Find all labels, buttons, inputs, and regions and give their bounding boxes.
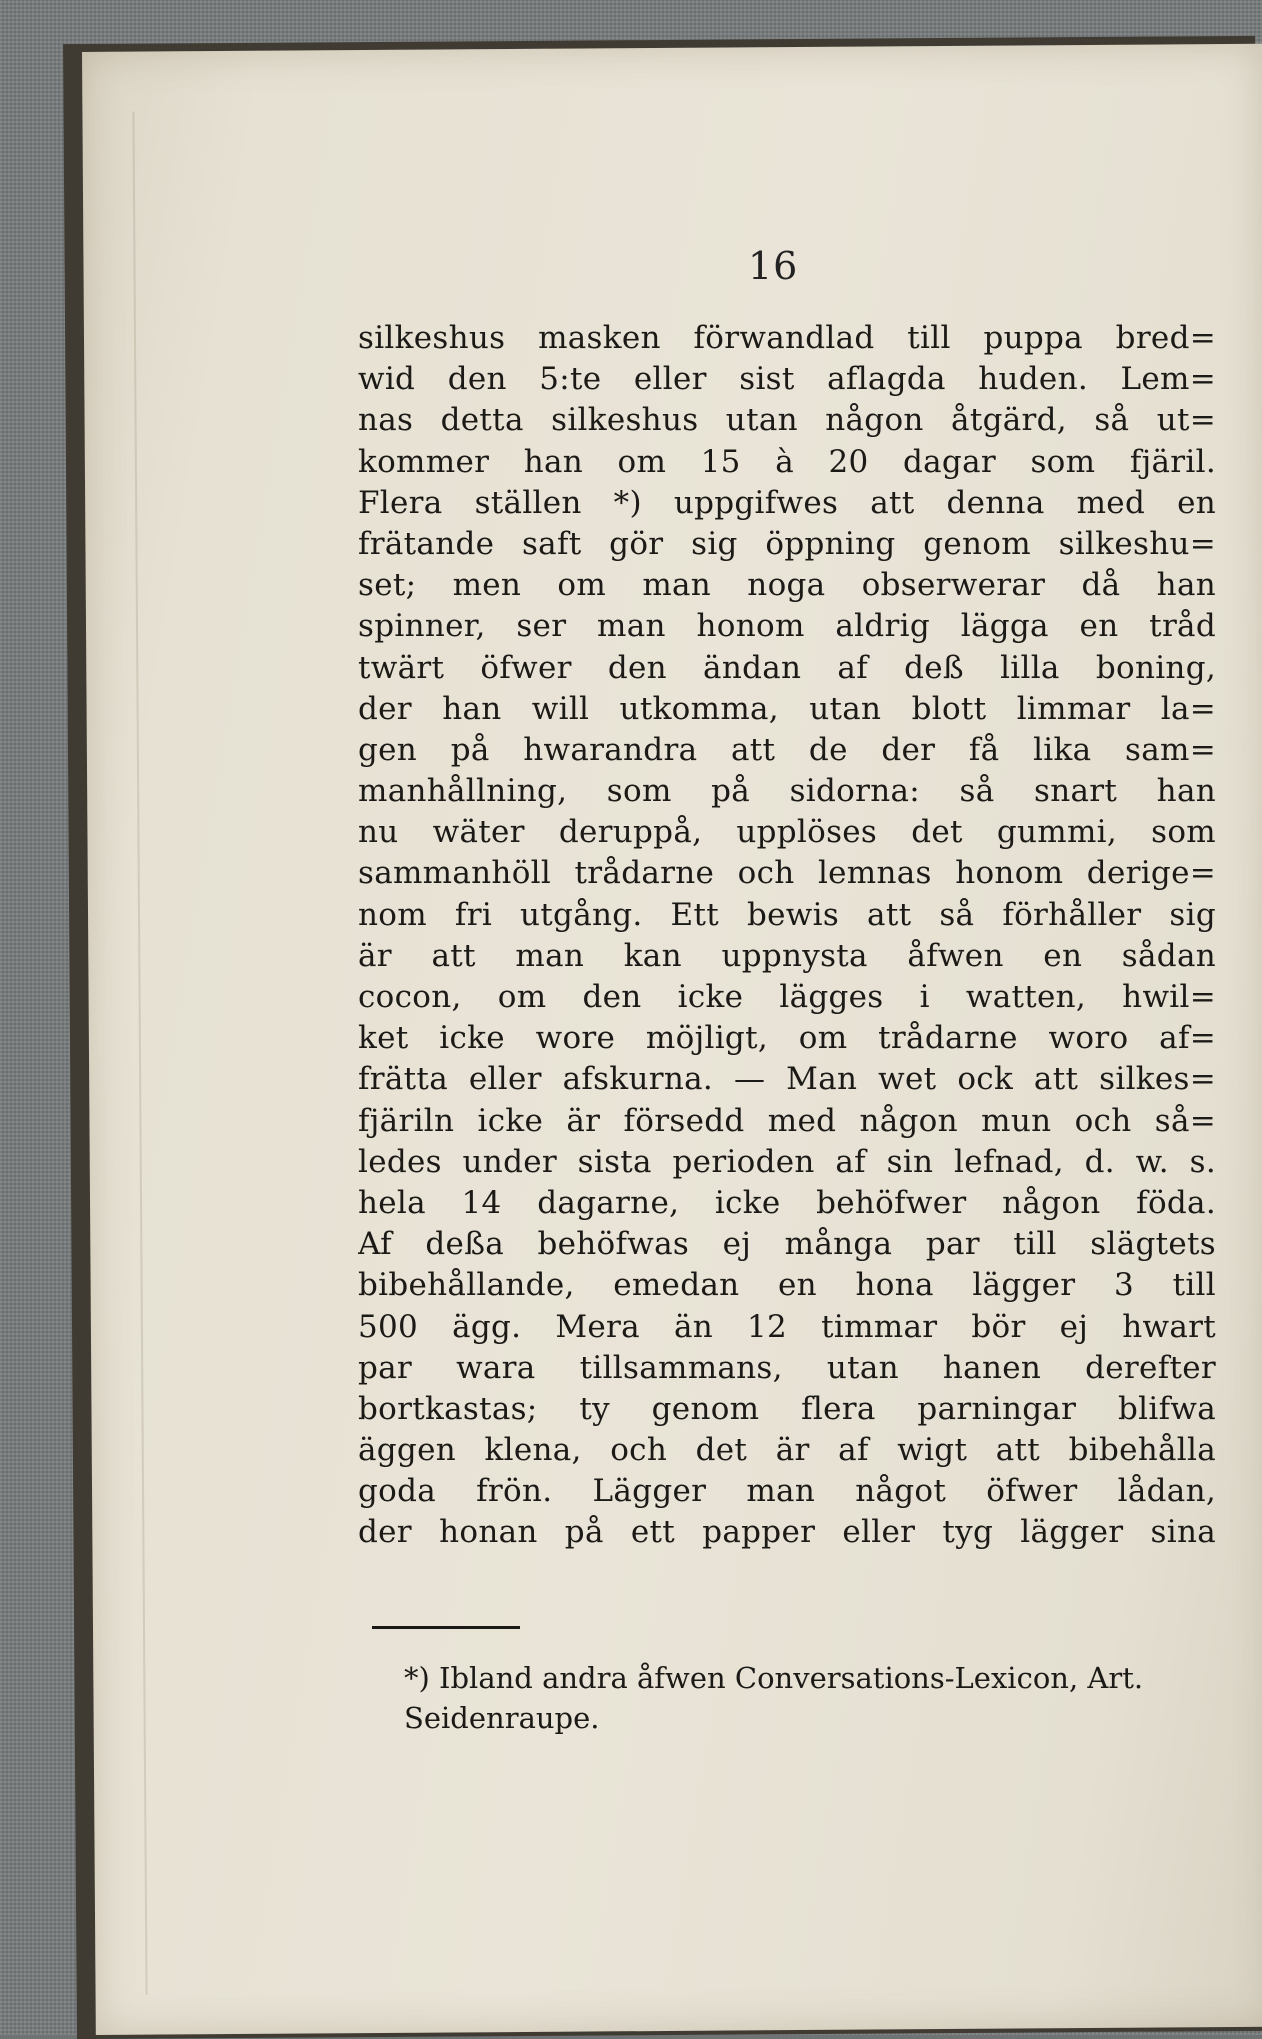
text-line: ket icke wore möjligt, om trådarne woro af= <box>358 1020 1216 1057</box>
body-text <box>358 318 1216 1554</box>
text-line: frätande saft gör sig öppning genom silkeshu= <box>358 525 1216 562</box>
text-line: spinner, ser man honom aldrig lägga en tråd <box>358 608 1216 645</box>
footnote-line: Seidenraupe. <box>404 1701 600 1735</box>
footnote-line: *) Ibland andra åfwen Conversations-Lexicon, Art. <box>404 1661 1144 1695</box>
footnote <box>404 1658 1204 1738</box>
page-number: 16 <box>748 244 799 288</box>
text-line: manhållning, som på sidorna: så snart han <box>358 773 1216 810</box>
text-line: sammanhöll trådarne och lemnas honom derige= <box>358 855 1216 892</box>
text-line: fjäriln icke är försedd med någon mun och så= <box>358 1102 1216 1139</box>
text-line: är att man kan uppnysta åfwen en sådan <box>358 937 1216 974</box>
text-line: Flera ställen *) uppgifwes att denna med en <box>358 484 1216 521</box>
text-line: par wara tillsammans, utan hanen derefter <box>358 1349 1216 1386</box>
text-line: goda frön. Lägger man något öfwer lådan, <box>358 1473 1216 1510</box>
text-line: wid den 5:te eller sist aflagda huden. Lem= <box>358 361 1216 398</box>
text-line: hela 14 dagarne, icke behöfwer någon föda. <box>358 1184 1216 1221</box>
text-line: bortkastas; ty genom flera parningar blifwa <box>358 1390 1216 1427</box>
text-line: äggen klena, och det är af wigt att bibehålla <box>358 1432 1216 1469</box>
text-line: 500 ägg. Mera än 12 timmar bör ej hwart <box>358 1308 1216 1345</box>
text-line: gen på hwarandra att de der få lika sam= <box>358 731 1216 768</box>
text-line: set; men om man noga obserwerar då han <box>358 567 1216 604</box>
text-line: silkeshus masken förwandlad till puppa bred= <box>358 320 1216 356</box>
text-line: nu wäter deruppå, upplöses det gummi, som <box>358 814 1216 851</box>
text-line: nom fri utgång. Ett bewis att så förhåller sig <box>358 896 1216 933</box>
text-line: kommer han om 15 à 20 dagar som fjäril. <box>358 443 1216 480</box>
text-line: ledes under sista perioden af sin lefnad, d. w. s. <box>358 1143 1216 1180</box>
text-line: twärt öfwer den ändan af deß lilla boning, <box>358 649 1216 686</box>
text-line: Af deßa behöfwas ej många par till slägtets <box>358 1226 1216 1263</box>
footnote-rule <box>372 1626 520 1629</box>
text-line: nas detta silkeshus utan någon åtgärd, så ut= <box>358 402 1216 439</box>
text-line: der honan på ett papper eller tyg lägger sina <box>358 1514 1216 1551</box>
text-line: cocon, om den icke lägges i watten, hwil= <box>358 979 1216 1015</box>
text-line: frätta eller afskurna. — Man wet ock att silkes= <box>358 1061 1216 1098</box>
text-line: bibehållande, emedan en hona lägger 3 till <box>358 1267 1216 1304</box>
text-line: der han will utkomma, utan blott limmar la= <box>358 690 1216 727</box>
